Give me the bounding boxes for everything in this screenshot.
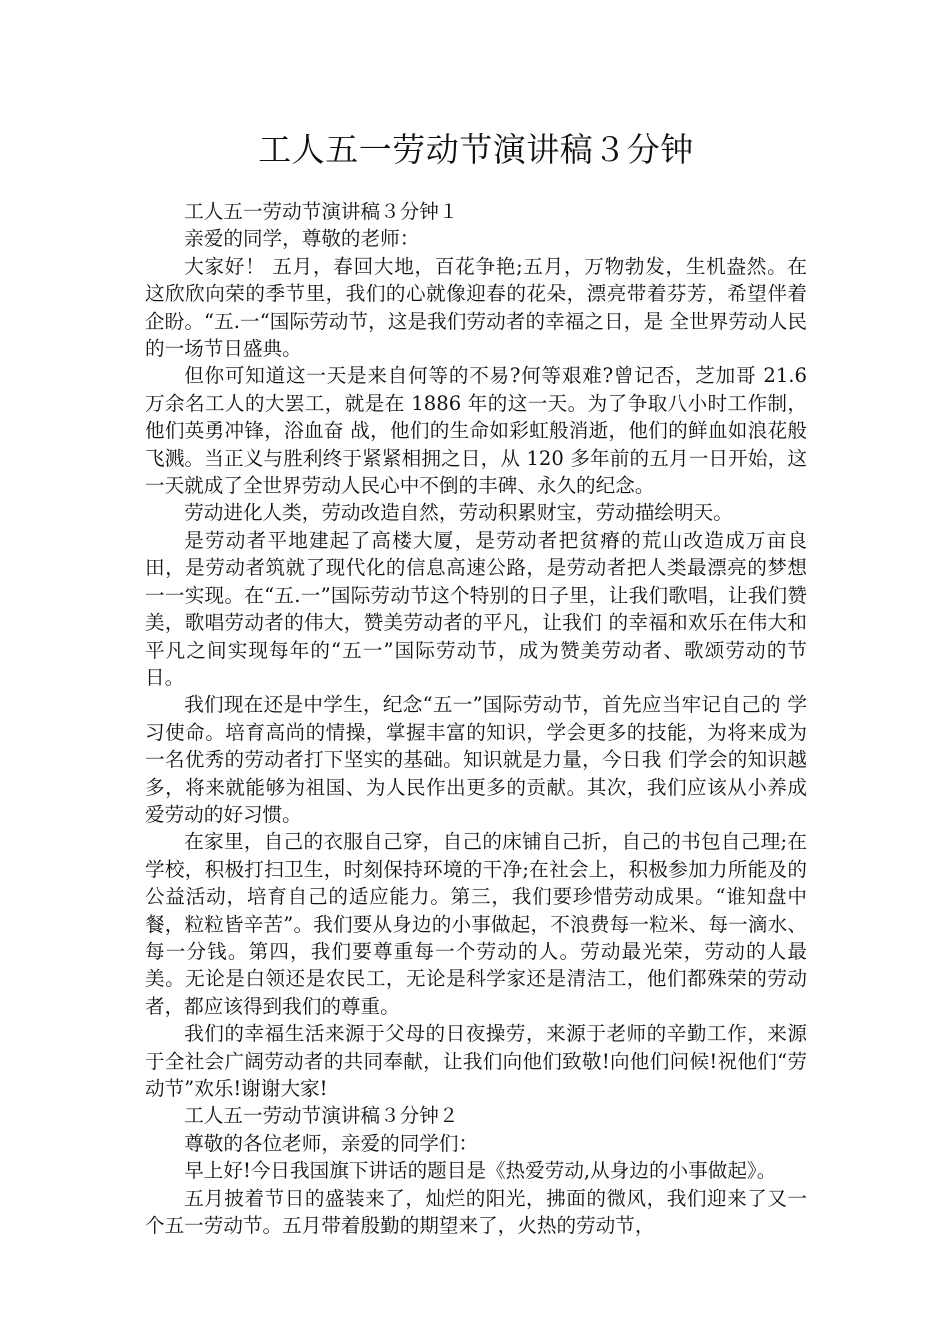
paragraph: 在家里，自己的衣服自己穿，自己的床铺自己折，自己的书包自己理;在学校，积极打扫卫生，时刻保持环境的干净;在社会上，积极参加力所能及的公益活动，培育自己的适应能力。第三，我们要珍惜劳动成果。“谁知盘中餐，粒粒皆辛苦”。我们要从身边的小事做起，不浪费每一粒米、每一滴水、每一分钱。第四，我们要尊重每一个劳动的人。劳动最光荣，劳动的人最美。无论是白领还是农民工，无论是科学家还是清洁工，他们都殊荣的劳动者，都应该得到我们的尊重。 (145, 830, 807, 1018)
document-body (145, 198, 807, 1239)
paragraph: 我们的幸福生活来源于父母的日夜操劳，来源于老师的辛勤工作，来源于全社会广阔劳动者的共同奉献，让我们向他们致敬!向他们问候!祝他们“劳动节”欢乐!谢谢大家! (145, 1022, 807, 1100)
paragraph: 尊敬的各位老师，亲爱的同学们： (184, 1131, 479, 1155)
paragraph: 但你可知道这一天是来自何等的不易?何等艰难?曾记否，芝加哥 21.6 万余名工人的大罢工，就是在 1886 年的这一天。为了争取八小时工作制，他们英勇冲锋，浴血奋 战，他们的生命如彩虹般消逝，他们的鲜血如浪花般飞溅。当正义与胜利终于紧紧相拥之日，从 120 多年前的五月一日开始，这一天就成了全世界劳动人民心中不倒的丰碑、永久的纪念。 (145, 364, 807, 498)
paragraph: 劳动进化人类，劳动改造自然，劳动积累财宝，劳动描绘明天。 (184, 501, 733, 525)
paragraph: 工人五一劳动节演讲稿３分钟２ (184, 1104, 459, 1128)
paragraph: 大家好！ 五月，春回大地，百花争艳;五月，万物勃发，生机盎然。在 这欣欣向荣的季节里，我们的心就像迎春的花朵，漂亮带着芬芳，希望伴着企盼。“五.一“国际劳动节，这是我们劳动者的幸福之日，是 全世界劳动人民的一场节日盛典。 (145, 254, 807, 361)
paragraph: 亲爱的同学，尊敬的老师： (184, 227, 420, 251)
document-title: 工人五一劳动节演讲稿３分钟 (258, 130, 694, 169)
paragraph: 早上好!今日我国旗下讲话的题目是《热爱劳动,从身边的小事做起》。 (184, 1159, 777, 1183)
paragraph: 我们现在还是中学生，纪念“五一”国际劳动节，首先应当牢记自己的 学习使命。培育高尚的情操，掌握丰富的知识，学会更多的技能，为将来成为一名优秀的劳动者打下坚实的基础。知识就是力量，今日我 们学会的知识越多，将来就能够为祖国、为人民作出更多的贡献。其次，我们应该从小养成爱劳动的好习惯。 (145, 693, 807, 826)
paragraph: 工人五一劳动节演讲稿３分钟１ (184, 200, 459, 223)
paragraph: 五月披着节日的盛装来了，灿烂的阳光，拂面的微风，我们迎来了又一个五一劳动节。五月带着殷勤的期望来了，火热的劳动节， (145, 1186, 807, 1238)
paragraph: 是劳动者平地建起了高楼大厦，是劳动者把贫瘠的荒山改造成万亩良田，是劳动者筑就了现代化的信息高速公路，是劳动者把人类最漂亮的梦想一一实现。在“五.一”国际劳动节这个特别的日子里，让我们歌唱，让我们赞美，歌唱劳动者的伟大，赞美劳动者的平凡，让我们 的幸福和欢乐在伟大和平凡之间实现每年的“五一”国际劳动节，成为赞美劳动者、歌颂劳动的节日。 (145, 528, 807, 689)
